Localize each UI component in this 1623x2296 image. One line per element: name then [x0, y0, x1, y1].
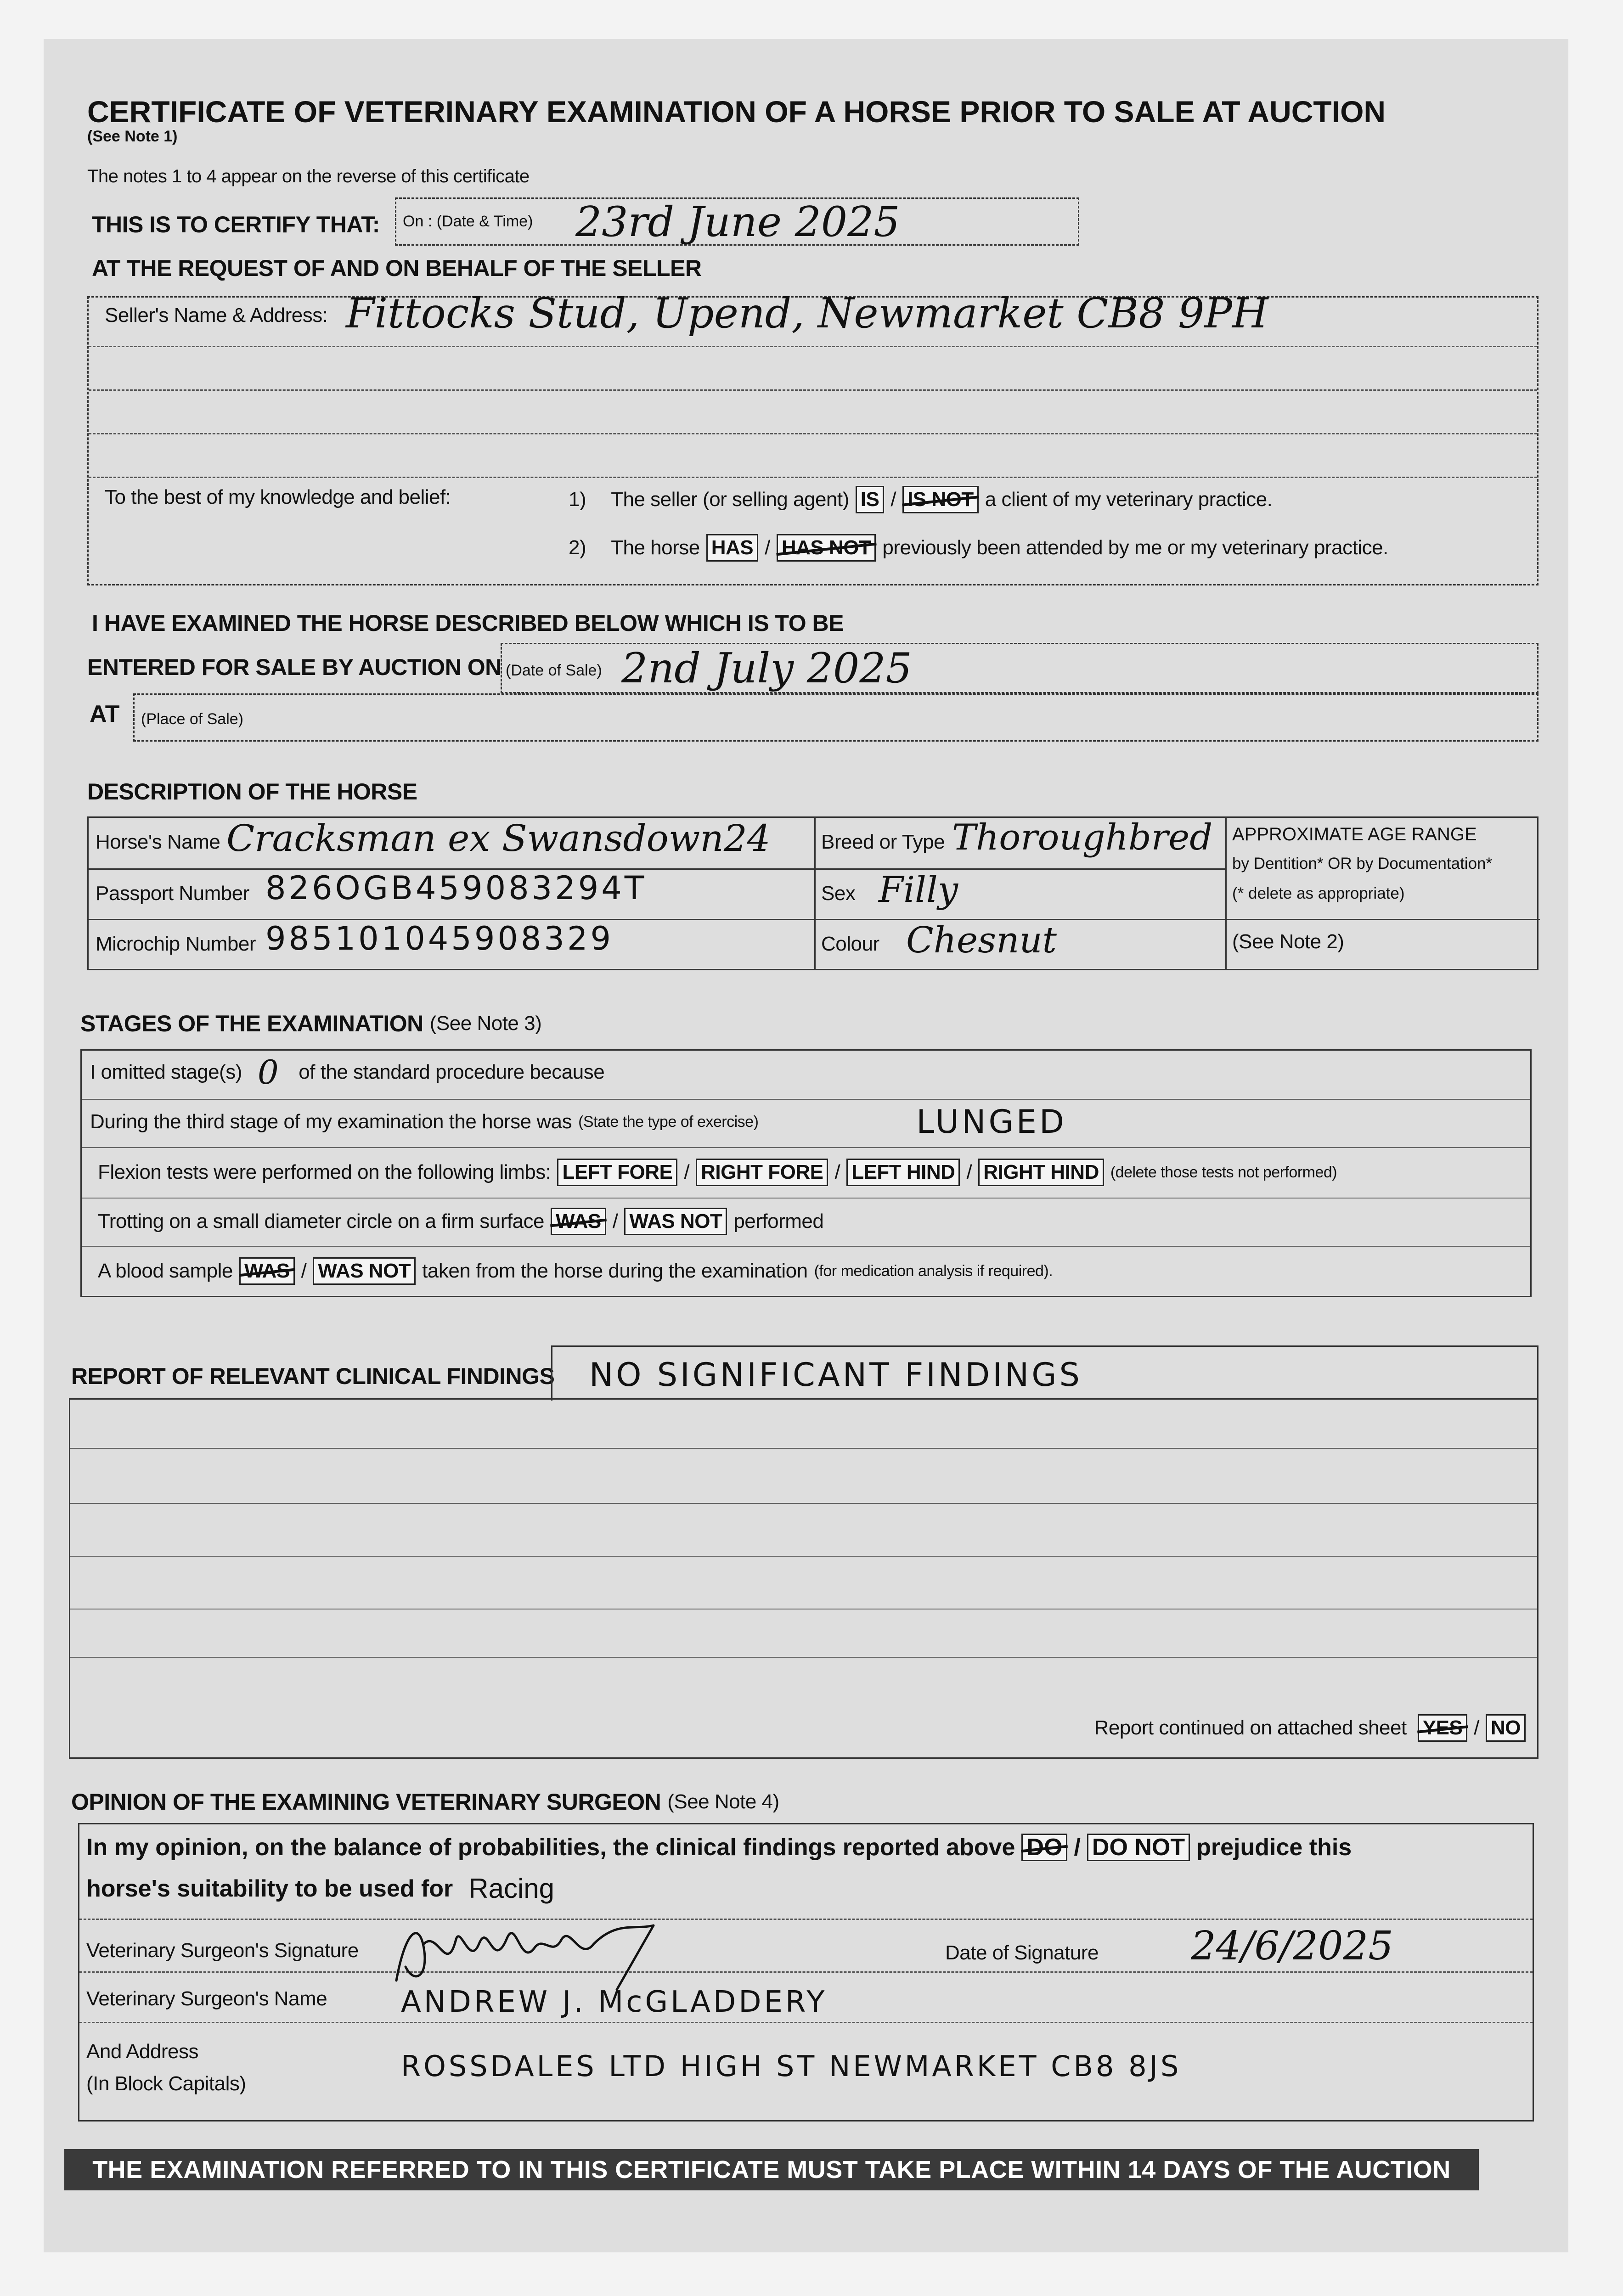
limb-right-hind[interactable]: RIGHT HIND [978, 1159, 1104, 1186]
omitted-value[interactable]: 0 [257, 1053, 279, 1092]
sale-place-label: (Place of Sale) [141, 710, 243, 728]
third-stage-label: During the third stage of my examination the horse was [90, 1110, 572, 1133]
opinion-text-post: prejudice this [1196, 1834, 1352, 1861]
opinion-text: In my opinion, on the balance of probabilities, the clinical findings reported above [86, 1834, 1015, 1861]
report-value: NO SIGNIFICANT FINDINGS [589, 1356, 1082, 1394]
microchip-value[interactable]: 985101045908329 [265, 920, 614, 957]
stages-heading: STAGES OF THE EXAMINATION [80, 1011, 423, 1036]
separator: / [890, 488, 896, 511]
continued-yes-option[interactable]: YES [1418, 1714, 1468, 1742]
date-of-signature-value[interactable]: 24/6/2025 [1191, 1923, 1393, 1969]
omitted-post: of the standard procedure because [299, 1061, 605, 1083]
stages-heading-row [80, 1010, 541, 1037]
third-stage-note: (State the type of exercise) [578, 1113, 759, 1131]
opinion-statement [86, 1834, 1352, 1861]
at-label: AT [90, 701, 120, 727]
report-continued-label: Report continued on attached sheet [1094, 1716, 1407, 1739]
title-note: (See Note 1) [87, 128, 178, 145]
separator: / [966, 1161, 972, 1183]
third-stage-value[interactable]: LUNGED [916, 1103, 1067, 1141]
opinion-box [78, 1823, 1534, 2122]
footer-banner: THE EXAMINATION REFERRED TO IN THIS CERTIFICATE MUST TAKE PLACE WITHIN 14 DAYS OF THE AUCTION [64, 2149, 1479, 2190]
client-statement [569, 486, 1272, 513]
notes-line: The notes 1 to 4 appear on the reverse of this certificate [87, 166, 530, 186]
sex-label: Sex [821, 882, 856, 905]
limb-right-fore[interactable]: RIGHT FORE [696, 1159, 828, 1186]
passport-value[interactable]: 826OGB459083294T [265, 869, 647, 907]
date-of-signature-label: Date of Signature [945, 1941, 1099, 1964]
separator: / [684, 1161, 690, 1183]
opinion-do-not-option[interactable]: DO NOT [1087, 1834, 1190, 1861]
report-box[interactable] [69, 1398, 1538, 1759]
item2-number: 2) [569, 536, 586, 559]
trotting-row [98, 1208, 823, 1235]
separator: / [301, 1260, 307, 1282]
vet-name-value[interactable]: ANDREW J. McGLADDERY [401, 1985, 828, 2019]
continued-no-option[interactable]: NO [1486, 1714, 1526, 1742]
is-not-option[interactable]: IS NOT [902, 486, 979, 513]
certificate-title: CERTIFICATE OF VETERINARY EXAMINATION OF A HORSE PRIOR TO SALE AT AUCTION [87, 95, 1386, 129]
colour-label: Colour [821, 933, 879, 955]
report-first-line[interactable] [551, 1345, 1538, 1401]
horse-name-label: Horse's Name [96, 831, 220, 853]
sale-date-field[interactable] [501, 643, 1538, 693]
age-note: (See Note 2) [1232, 930, 1344, 953]
third-stage-row [90, 1103, 1067, 1141]
horse-name-value[interactable]: Cracksman ex Swansdown24 [226, 817, 771, 860]
sale-place-field[interactable] [133, 693, 1538, 742]
colour-value[interactable]: Chesnut [906, 920, 1057, 961]
sale-date-value: 2nd July 2025 [621, 644, 912, 692]
opinion-heading: OPINION OF THE EXAMINING VETERINARY SURGEON [71, 1789, 661, 1815]
separator: / [1474, 1716, 1479, 1739]
is-option[interactable]: IS [856, 486, 885, 513]
opinion-do-option[interactable]: DO [1021, 1834, 1067, 1861]
flexion-row [98, 1159, 1337, 1186]
limb-left-hind[interactable]: LEFT HIND [846, 1159, 960, 1186]
blood-was-not-option[interactable]: WAS NOT [313, 1257, 416, 1285]
signature-label: Veterinary Surgeon's Signature [86, 1939, 359, 1962]
sale-date-label: (Date of Sale) [506, 662, 602, 679]
stages-box [80, 1049, 1532, 1297]
omitted-row [90, 1053, 605, 1092]
separator: / [765, 536, 770, 559]
address-value[interactable]: ROSSDALES LTD HIGH ST NEWMARKET CB8 8JS [401, 2049, 1182, 2083]
item1-text: The seller (or selling agent) [611, 488, 849, 511]
signature-image [378, 1912, 814, 1994]
separator: / [834, 1161, 840, 1183]
entered-label: ENTERED FOR SALE BY AUCTION ON [87, 654, 502, 680]
opinion-line2 [86, 1873, 554, 1904]
blood-note: (for medication analysis if required). [814, 1262, 1053, 1280]
description-heading: DESCRIPTION OF THE HORSE [87, 779, 417, 805]
vet-name-label: Veterinary Surgeon's Name [86, 1987, 327, 2010]
opinion-heading-note: (See Note 4) [667, 1790, 779, 1813]
has-not-option[interactable]: HAS NOT [777, 534, 876, 562]
examined-label: I HAVE EXAMINED THE HORSE DESCRIBED BELOW WHICH IS TO BE [92, 610, 844, 636]
attended-statement [569, 534, 1388, 562]
opinion-text-line2: horse's suitability to be used for [86, 1875, 453, 1902]
age-line: by Dentition* OR by Documentation* [1232, 855, 1493, 872]
item2-post: previously been attended by me or my veterinary practice. [882, 536, 1388, 559]
exam-date-field[interactable] [395, 197, 1079, 246]
microchip-label: Microchip Number [96, 933, 256, 955]
knowledge-label: To the best of my knowledge and belief: [105, 486, 451, 508]
item1-post: a client of my veterinary practice. [985, 488, 1273, 511]
age-title: APPROXIMATE AGE RANGE [1232, 824, 1477, 844]
item2-text: The horse [611, 536, 700, 559]
exam-date-label: On : (Date & Time) [403, 213, 533, 230]
omitted-label: I omitted stage(s) [90, 1061, 242, 1083]
blood-was-option[interactable]: WAS [239, 1257, 295, 1285]
exam-date-value: 23rd June 2025 [575, 198, 900, 246]
sex-value[interactable]: Filly [879, 869, 958, 911]
flexion-note: (delete those tests not performed) [1110, 1163, 1337, 1181]
report-continued-row [1094, 1714, 1526, 1742]
blood-post: taken from the horse during the examination [422, 1260, 808, 1282]
flexion-label: Flexion tests were performed on the following limbs: [98, 1161, 551, 1183]
certify-label: THIS IS TO CERTIFY THAT: [92, 212, 380, 237]
blood-row [98, 1257, 1053, 1285]
passport-label: Passport Number [96, 882, 249, 905]
breed-value[interactable]: Thoroughbred [952, 817, 1213, 858]
blood-label: A blood sample [98, 1260, 233, 1282]
use-value[interactable]: Racing [468, 1873, 555, 1904]
description-table [87, 816, 1538, 970]
seller-name-value[interactable]: Fittocks Stud, Upend, Newmarket CB8 9PH [346, 289, 1268, 338]
item1-number: 1) [569, 488, 586, 511]
trot-post: performed [733, 1210, 824, 1232]
seller-name-label: Seller's Name & Address: [105, 304, 328, 326]
request-label: AT THE REQUEST OF AND ON BEHALF OF THE SELLER [92, 255, 702, 281]
address-label: And Address [86, 2040, 198, 2063]
limb-left-fore[interactable]: LEFT FORE [557, 1159, 677, 1186]
separator: / [612, 1210, 618, 1232]
seller-box [87, 289, 1538, 585]
breed-label: Breed or Type [821, 831, 945, 853]
opinion-heading-row [71, 1789, 779, 1815]
report-heading: REPORT OF RELEVANT CLINICAL FINDINGS [71, 1363, 555, 1389]
trotting-label: Trotting on a small diameter circle on a firm surface [98, 1210, 545, 1232]
separator: / [1074, 1834, 1081, 1861]
stages-heading-note: (See Note 3) [429, 1012, 542, 1035]
trot-was-option[interactable]: WAS [551, 1208, 606, 1235]
trot-was-not-option[interactable]: WAS NOT [624, 1208, 727, 1235]
age-delete-note: (* delete as appropriate) [1232, 884, 1405, 902]
has-option[interactable]: HAS [706, 534, 758, 562]
address-label-2: (In Block Capitals) [86, 2072, 246, 2095]
